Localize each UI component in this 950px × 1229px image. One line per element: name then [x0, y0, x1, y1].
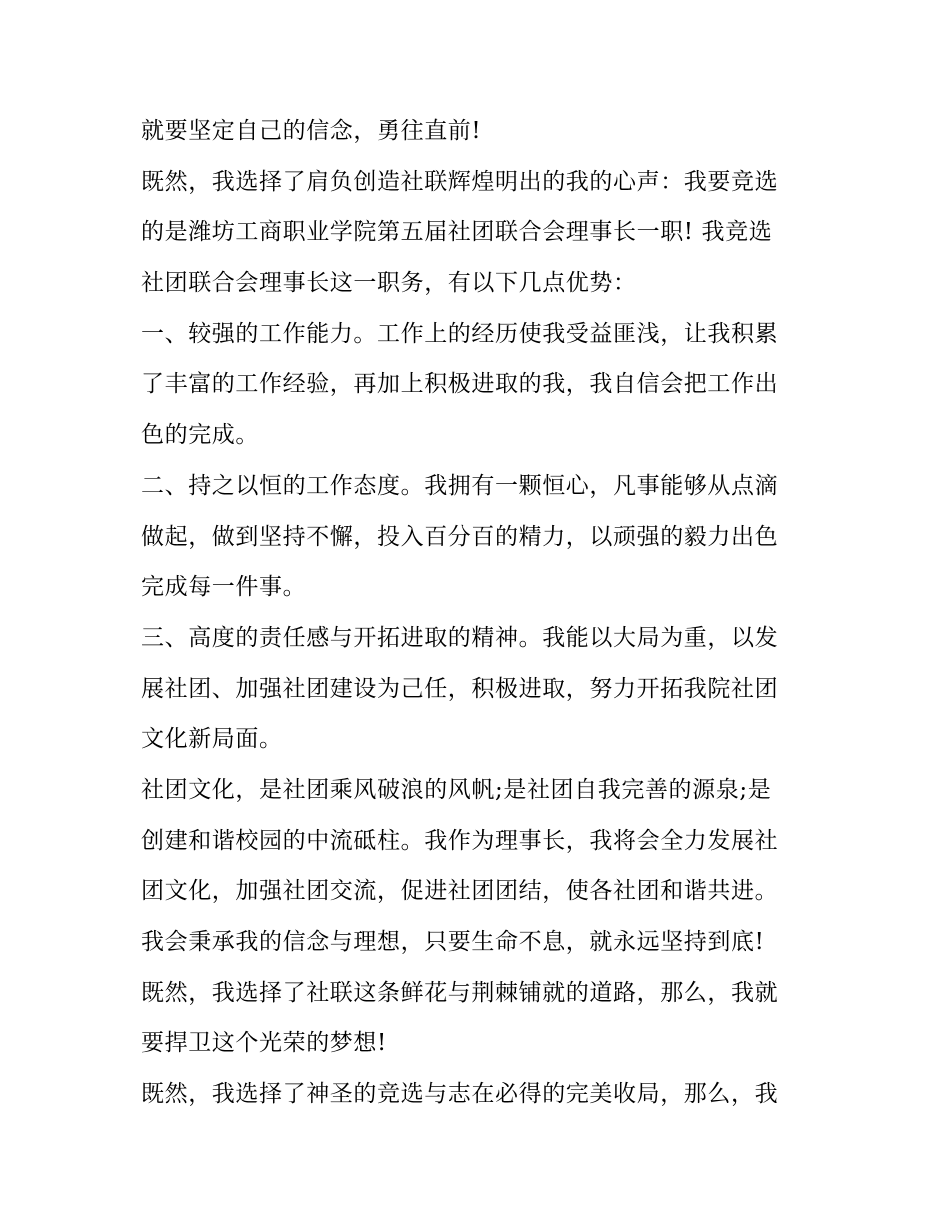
text-line: 社团联合会理事长这一职务，有以下几点优势：	[141, 270, 637, 297]
text-line: 的是潍坊工商职业学院第五届社团联合会理事长一职! 我竞选	[141, 219, 773, 246]
text-line: 社团文化，是社团乘风破浪的风帆;是社团自我完善的源泉;是	[141, 776, 772, 803]
text-line: 了丰富的工作经验，再加上积极进取的我，我自信会把工作出	[141, 371, 779, 398]
text-line: 团文化，加强社团交流，促进社团团结，使各社团和谐共进。	[141, 878, 779, 905]
text-line: 三、高度的责任感与开拓进取的精神。我能以大局为重，以发	[141, 624, 779, 651]
text-line: 我会秉承我的信念与理想，只要生命不息，就永远坚持到底!	[141, 929, 765, 955]
text-line: 既然，我选择了社联这条鲜花与荆棘铺就的道路，那么，我就	[141, 979, 779, 1006]
text-line: 就要坚定自己的信念，勇往直前!	[141, 118, 482, 144]
text-line: 二、持之以恒的工作态度。我拥有一颗恒心，凡事能够从点滴	[141, 472, 779, 499]
text-line: 既然，我选择了肩负创造社联辉煌明出的我的心声：我要竞选	[141, 168, 779, 195]
text-line: 创建和谐校园的中流砥柱。我作为理事长，我将会全力发展社	[141, 827, 779, 854]
text-line: 要捍卫这个光荣的梦想!	[141, 1030, 387, 1057]
text-line: 文化新局面。	[141, 726, 283, 753]
text-line: 色的完成。	[141, 422, 259, 449]
text-line: 做起，做到坚持不懈，投入百分百的精力，以顽强的毅力出色	[141, 523, 779, 550]
text-line: 既然，我选择了神圣的竞选与志在必得的完美收局，那么，我	[141, 1081, 779, 1108]
text-line: 一、较强的工作能力。工作上的经历使我受益匪浅，让我积累	[141, 320, 779, 347]
document-body	[141, 106, 831, 1120]
text-line: 完成每一件事。	[141, 574, 307, 601]
text-line: 展社团、加强社团建设为己任，积极进取，努力开拓我院社团	[141, 675, 779, 702]
